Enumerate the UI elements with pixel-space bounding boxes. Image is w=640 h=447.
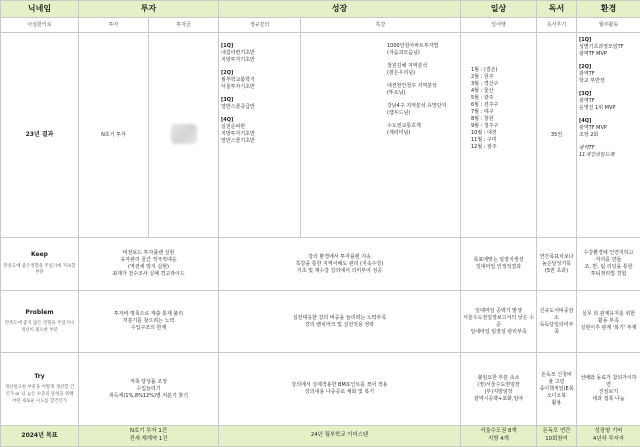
goal-job-line: 지방 4개 [463, 436, 534, 444]
row-label-text: Problem [25, 309, 53, 316]
env-item: 11계강의임드팩 [579, 152, 638, 159]
cell-keep-reading [537, 238, 577, 291]
try-invest-line: 취득세(1%,8%12%)별 처분기 찾기 [81, 393, 216, 400]
problem-job-line: 일대마일 공백기 발생 [463, 308, 534, 315]
month-item: 5월 : 광주 [471, 95, 534, 102]
month-item: 1월 : (결손) [471, 67, 534, 74]
lecture-item: 서울투자기초반 [221, 84, 298, 91]
problem-job-line: 서울수도권임장보고서의 낮은 수준 [463, 315, 534, 329]
keep-env-line: 수강환경에 인연지하고 [579, 250, 638, 257]
env-item: 조장 2회 [579, 132, 638, 139]
special-title: 강남4구 지역분석 유망단지 [387, 103, 458, 110]
subheader-special: 특강 [301, 18, 461, 33]
env-item: 광역TF [579, 98, 638, 105]
special-title: 수도권교통호재 [387, 123, 458, 130]
lecture-group [221, 43, 298, 64]
env-group [579, 64, 638, 85]
goal-invest-line: N호기 투자 1건 [81, 428, 216, 436]
redacted-amount [171, 124, 197, 144]
header-nickname: 닉네임 [1, 1, 79, 18]
keep-env-line: 조, 반, 팀 리딩을 통한 [579, 264, 638, 271]
goal-reading-line: 10회참여 [539, 436, 574, 444]
goal-reading-line: 돈독모 연간 [539, 428, 574, 436]
keep-invest-line: 최재가 전수조사 실패 경고라이드 [81, 271, 216, 278]
special-item [387, 123, 458, 137]
quarter-label: [1Q] [579, 37, 638, 44]
header-row [1, 1, 640, 18]
lecture-item: 열반스쿨기초반 [221, 138, 298, 145]
month-item: 11월 : 구미 [471, 137, 534, 144]
row-label-goal [1, 426, 79, 447]
try-env-line: 선배와 동료가 참되가이하면 [579, 375, 638, 389]
month-item: 8월 : 창원 [471, 116, 534, 123]
row-label-text: 2024년 목표 [21, 432, 57, 439]
quarter-label: [3Q] [579, 91, 638, 98]
special-title: 창원김해 지역분석 [387, 63, 458, 70]
try-job-line: (부)지방임장 [463, 389, 534, 396]
row-problem [1, 291, 640, 353]
lecture-item: 실전준비반 [221, 124, 298, 131]
lecture-group [221, 117, 298, 145]
special-item [387, 63, 458, 77]
quarter-label: [1Q] [221, 43, 298, 50]
quarter-label: [2Q] [579, 64, 638, 71]
problem-growth-line: 강의 벤치마크 및 실전적용 성락 [221, 322, 458, 329]
keep-job-line: 목표에맞는 임장지생성 [463, 257, 534, 264]
special-title: 대전천안청주 지역분석 [387, 83, 458, 90]
subheader-row [1, 18, 640, 33]
cell-try-growth [219, 353, 461, 426]
quarter-label: [2Q] [221, 70, 298, 77]
cell-try-invest [79, 353, 219, 426]
cell-try-env [577, 353, 640, 426]
try-reading-line: 활용 [539, 400, 574, 407]
cell-goal-invest [79, 426, 219, 447]
cell-23-invest: N호기 투자 [79, 33, 149, 238]
special-author: (재러미님) [387, 130, 458, 137]
try-growth-line: 강의에서 실제적용한 BM포인트를 쪼어 적용 [221, 382, 458, 389]
special-title: 1000만원아파트투자법 [387, 43, 458, 50]
try-job-line: (정)서울수도권임장 [463, 382, 534, 389]
env-item: 광역TF MVP [579, 51, 638, 58]
env-item: 광역TF [579, 71, 638, 78]
special-author: (캠우드님) [387, 110, 458, 117]
month-item: 7월 : 대구 [471, 109, 534, 116]
env-item: 광역TF MVP [579, 125, 638, 132]
row-label-23 [1, 33, 79, 238]
cell-goal-job [461, 426, 537, 447]
problem-reading-line: 신규도서비중감소 [539, 308, 574, 322]
special-author: (뚜토님) [387, 90, 458, 97]
keep-growth-line: 기초 및 재수강 강의에서 의미부여 성공 [221, 268, 458, 275]
row-23-results [1, 33, 640, 238]
lecture-item: 열반스쿨중급반 [221, 104, 298, 111]
subheader-review: 독서후기 [537, 18, 577, 33]
cell-keep-env [577, 238, 640, 291]
cell-problem-job [461, 291, 537, 353]
cell-23-lectures [219, 33, 301, 238]
row-label-desc: 개선필요한 부분을 어떻게 개선할 건인가 or 더 높은 수준의 달성을 위해 어떤 새로운 시도를 할건인가 [3, 385, 76, 405]
cell-keep-invest [79, 238, 219, 291]
try-invest-line: 수입늘리기 [81, 386, 216, 393]
special-item [387, 83, 458, 97]
special-author: (자음과모음님) [387, 50, 458, 57]
subheader-invest: 투자 [79, 18, 149, 33]
cell-goal-reading [537, 426, 577, 447]
try-growth-line: 강의내용 나중공로 체화 및 복기 [221, 389, 458, 396]
keep-env-line: 투티정리법 경험 [579, 271, 638, 278]
row-goal [1, 426, 640, 447]
try-env-line: 대과 접촉 나눔 [579, 396, 638, 403]
try-job-line: 불임요한 부분 속소 [463, 375, 534, 382]
subheader-mgmt: 월부활동 [577, 18, 640, 33]
quarter-label: [3Q] [221, 97, 298, 104]
month-item: 10월 : 대전 [471, 130, 534, 137]
keep-invest-line: (역전세 방지 실현) [81, 264, 216, 271]
cell-try-job [461, 353, 537, 426]
month-item: 12월 : 광주 [471, 144, 534, 151]
keep-reading-line: 높은달성기록 [539, 261, 574, 268]
problem-job-line: 일대마일 임장성 관리부족 [463, 329, 534, 336]
header-reading: 독서 [537, 1, 577, 18]
row-label-desc: 만족도에 좋지 않은 영향을 주었거나 개선이 필요한 부분 [3, 321, 76, 334]
env-item: 운영진 1위 MVP [579, 105, 638, 112]
keep-invest-line: 유자관리 골간 적극적대응 [81, 257, 216, 264]
try-reading-line: 돈독모 신청비율 고민 [539, 372, 574, 386]
month-item: 4월 : 울산 [471, 88, 534, 95]
env-group [579, 145, 638, 159]
row-label-problem [1, 291, 79, 353]
row-label-text: 23년 결과 [26, 131, 54, 138]
cell-23-reading: 35권 [537, 33, 577, 238]
cell-23-env [577, 33, 640, 238]
env-item: 광역TF [579, 145, 638, 152]
subheader-lecture: 정규강의 [219, 18, 301, 33]
problem-reading-line: 독독당일의미부족 [539, 322, 574, 336]
try-invest-line: 저축 당성률 조정 [81, 379, 216, 386]
lecture-item: 월부학교봄학기 [221, 77, 298, 84]
try-env-line: 진심보기 [579, 389, 638, 396]
lecture-item: 지방투자기초반 [221, 57, 298, 64]
row-label-desc: 만족도에 좋은영향을 주었기에 지속할 부분 [3, 264, 76, 277]
special-author: (잠은우리님) [387, 70, 458, 77]
month-item: 6월 : 전주구 [471, 102, 534, 109]
goal-env-line: 성장형 기버 [579, 428, 638, 436]
nickname-value: 아심한키로 [1, 18, 79, 33]
goal-job-line: 서울수도권 8개 [463, 428, 534, 436]
row-label-text: Keep [31, 251, 48, 258]
month-item: 9월 : 청주구 [471, 123, 534, 130]
cell-problem-reading [537, 291, 577, 353]
quarter-label: [4Q] [221, 117, 298, 124]
env-group [579, 37, 638, 58]
row-label-keep [1, 238, 79, 291]
lecture-group [221, 70, 298, 91]
row-try [1, 353, 640, 426]
cell-23-monthly [461, 33, 537, 238]
month-item: 2월 : 원주 [471, 74, 534, 81]
try-reading-line: 종이책직읽(E북오디오북 [539, 386, 574, 400]
cell-problem-env [577, 291, 640, 353]
keep-growth-line: 특강을 통한 지역이해도 관리 (지속수강) [221, 261, 458, 268]
keep-job-line: 일대마일 인정적결과 [463, 264, 534, 271]
keep-reading-line: 연간목표치보다 [539, 254, 574, 261]
cell-keep-job [461, 238, 537, 291]
env-item: 학교 부반장 [579, 78, 638, 85]
cell-goal-growth [219, 426, 461, 447]
problem-invest-line: 처분기를 찾으려는 노력 [81, 318, 216, 325]
lecture-group [221, 97, 298, 111]
problem-invest-line: 투자비 명목으로 재출 통제 불리 [81, 311, 216, 318]
problem-env-line: 실현이후 관계 '복기' 부재 [579, 325, 638, 332]
try-job-line: 광역시공략+포화,임야 [463, 396, 534, 403]
keep-invest-line: 비전보드 투자플랜 실현 [81, 250, 216, 257]
row-label-text: Try [34, 373, 44, 380]
keep-growth-line: 강의 환경에서 투자플랜 지속 [221, 254, 458, 261]
header-growth: 성장 [219, 1, 461, 18]
cell-problem-growth [219, 291, 461, 353]
cell-23-invest-amount [149, 33, 219, 238]
cell-23-special [301, 33, 461, 238]
env-group [579, 118, 638, 139]
cell-try-reading [537, 353, 577, 426]
special-item [387, 103, 458, 117]
row-keep [1, 238, 640, 291]
cell-goal-env [577, 426, 640, 447]
keep-env-line: 자리를 만듦 [579, 257, 638, 264]
cell-keep-growth [219, 238, 461, 291]
quarter-label: [4Q] [579, 118, 638, 125]
problem-invest-line: 수입구조의 한계 [81, 325, 216, 332]
header-invest: 투자 [79, 1, 219, 18]
env-group [579, 91, 638, 112]
problem-env-line: 실무 외 관계유지를 위한 활동 부족 [579, 311, 638, 325]
keep-reading-line: (5권 초과) [539, 268, 574, 275]
special-item [387, 43, 458, 57]
lecture-item: 지방투자기초반 [221, 131, 298, 138]
month-item: 3월 : 경산구 [471, 81, 534, 88]
goal-growth-line: 24년 월부학교 이어스탠 [221, 432, 458, 440]
goal-env-line: 4년차 투자자 [579, 436, 638, 444]
cell-problem-invest [79, 291, 219, 353]
header-env: 환경 [577, 1, 640, 18]
env-item: 성별기초과정모임TF [579, 44, 638, 51]
problem-growth-line: 실전대응한 강의 비중을 늘리려는 노력부족 [221, 315, 458, 322]
subheader-invest-amount: 투자금 [149, 18, 219, 33]
lecture-item: 내집마련기초반 [221, 50, 298, 57]
header-job: 일상 [461, 1, 537, 18]
goal-invest-line: 전세 재계약 1건 [81, 436, 216, 444]
subheader-wake: 일어땡 [461, 18, 537, 33]
row-label-try [1, 353, 79, 426]
